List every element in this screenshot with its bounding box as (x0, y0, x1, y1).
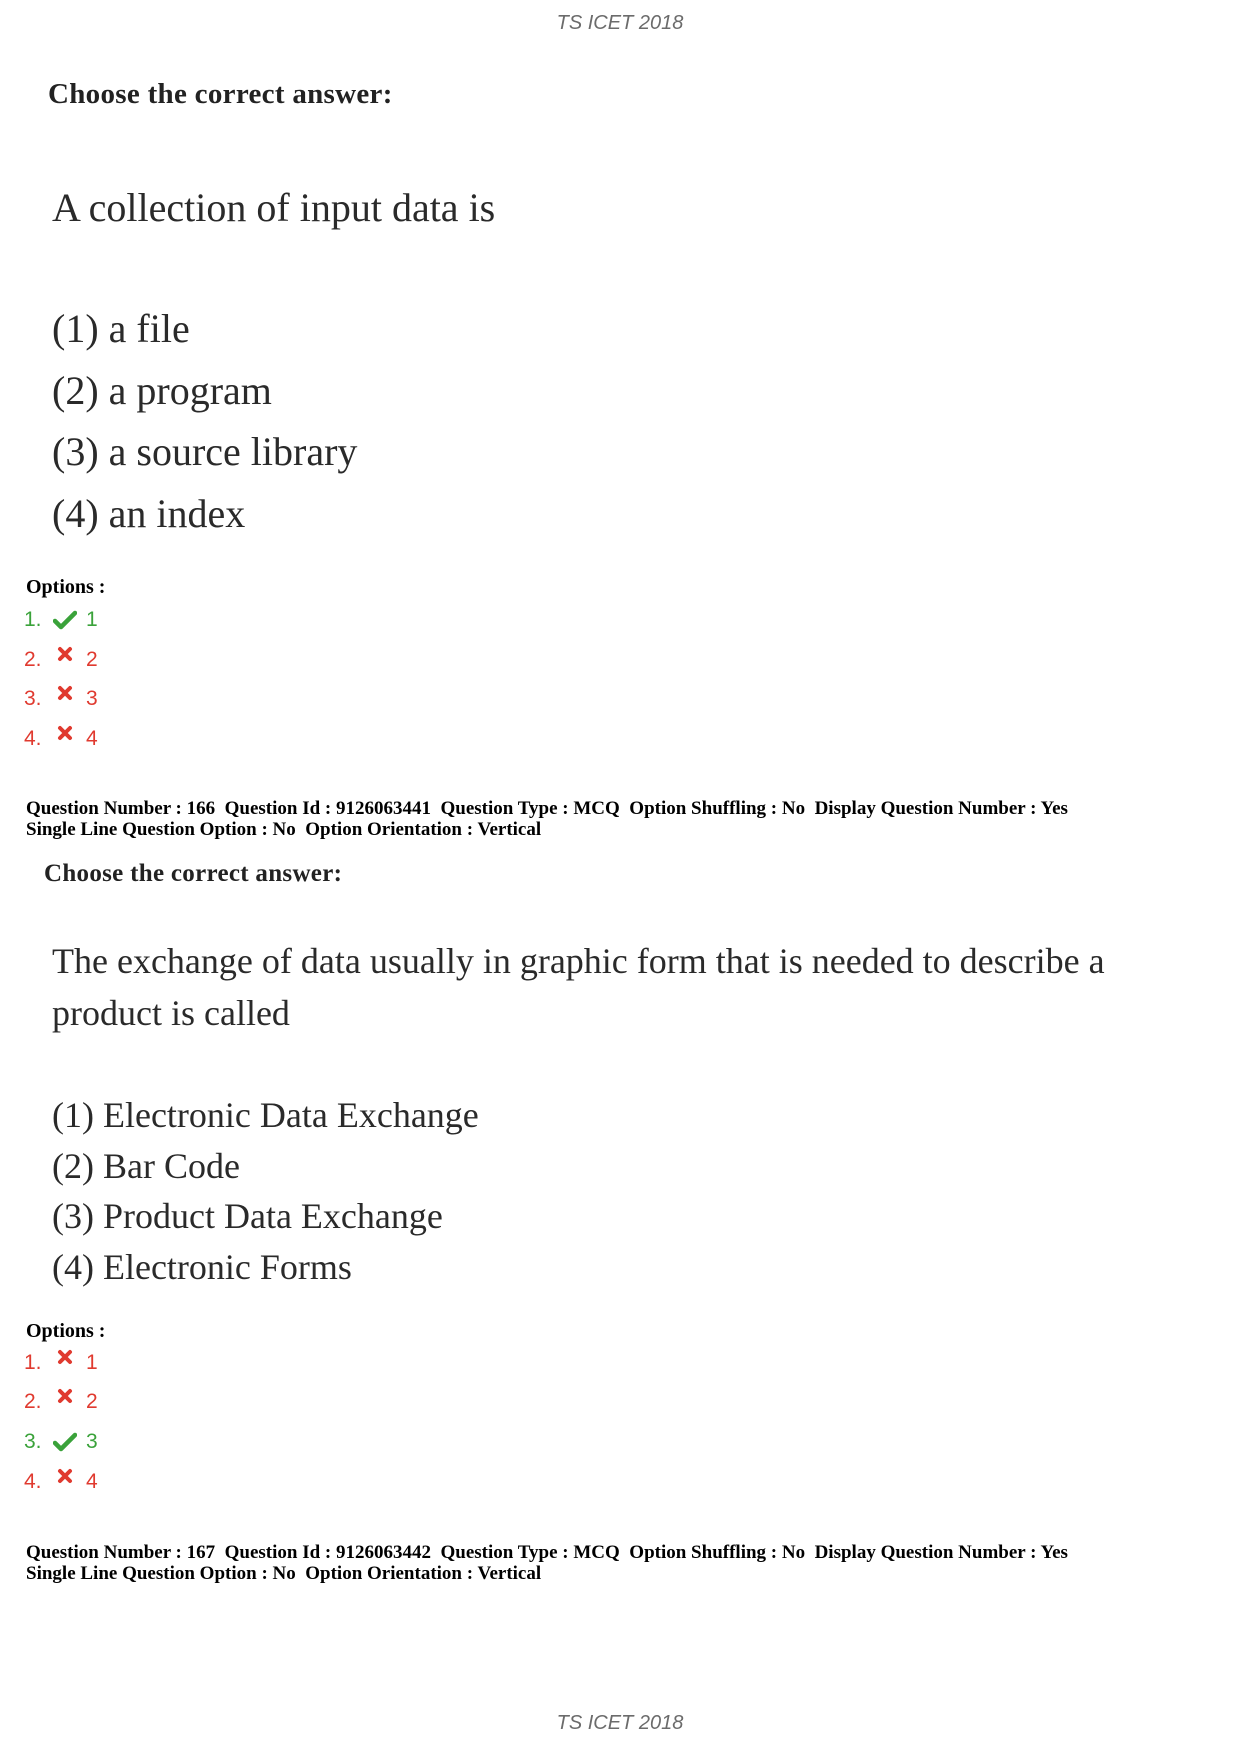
page-footer: TS ICET 2018 (556, 1712, 684, 1734)
option-value: 3 (86, 687, 98, 710)
meta-line-2: Single Line Question Option : No Option Orientation : Vertical (26, 1563, 542, 1584)
check-icon (50, 1432, 80, 1452)
option-number: 3. (24, 1430, 42, 1453)
check-icon (50, 610, 80, 630)
choice-3: (3) a source library (52, 429, 358, 474)
instruction-text: Choose the correct answer: (44, 860, 343, 887)
option-number: 2. (24, 648, 42, 671)
question-meta (26, 1542, 1226, 1584)
choice-4: (4) an index (52, 491, 246, 536)
question-meta (26, 798, 1226, 840)
option-value: 3 (86, 1430, 98, 1453)
option-row (24, 725, 98, 753)
option-number: 1. (24, 608, 42, 631)
cross-icon (50, 685, 80, 701)
option-row (24, 1349, 98, 1377)
option-number: 1. (24, 1351, 42, 1374)
options-label: Options : (26, 576, 106, 598)
option-row (24, 606, 98, 634)
option-value: 4 (86, 1470, 98, 1493)
cross-icon (50, 646, 80, 662)
option-number: 4. (24, 1470, 42, 1493)
option-row (24, 685, 98, 713)
choice-2: (2) Bar Code (52, 1146, 240, 1186)
option-number: 4. (24, 727, 42, 750)
page-header: TS ICET 2018 (556, 12, 684, 34)
choice-4: (4) Electronic Forms (52, 1247, 352, 1287)
cross-icon (50, 1468, 80, 1484)
option-value: 2 (86, 1390, 98, 1413)
meta-line-1: Question Number : 166 Question Id : 9126063441 Question Type : MCQ Option Shuffling : No Display Question Number : Yes (26, 798, 1068, 819)
option-value: 1 (86, 1351, 98, 1374)
option-number: 2. (24, 1390, 42, 1413)
question-stem-line-1: The exchange of data usually in graphic form that is needed to describe a (52, 941, 1105, 981)
option-row (24, 646, 98, 674)
option-value: 1 (86, 608, 98, 631)
choice-1: (1) a file (52, 306, 190, 351)
instruction-text: Choose the correct answer: (48, 78, 393, 110)
choice-3: (3) Product Data Exchange (52, 1196, 443, 1236)
question-stem-line-2: product is called (52, 993, 290, 1033)
choice-1: (1) Electronic Data Exchange (52, 1095, 479, 1135)
options-label: Options : (26, 1320, 106, 1342)
question-stem: A collection of input data is (52, 185, 496, 230)
cross-icon (50, 725, 80, 741)
option-row (24, 1428, 98, 1456)
meta-line-1: Question Number : 167 Question Id : 9126063442 Question Type : MCQ Option Shuffling : No Display Question Number : Yes (26, 1542, 1068, 1563)
option-row (24, 1468, 98, 1496)
meta-line-2: Single Line Question Option : No Option Orientation : Vertical (26, 819, 542, 840)
choice-2: (2) a program (52, 368, 272, 413)
option-number: 3. (24, 687, 42, 710)
cross-icon (50, 1349, 80, 1365)
cross-icon (50, 1388, 80, 1404)
option-value: 2 (86, 648, 98, 671)
option-row (24, 1388, 98, 1416)
option-value: 4 (86, 727, 98, 750)
